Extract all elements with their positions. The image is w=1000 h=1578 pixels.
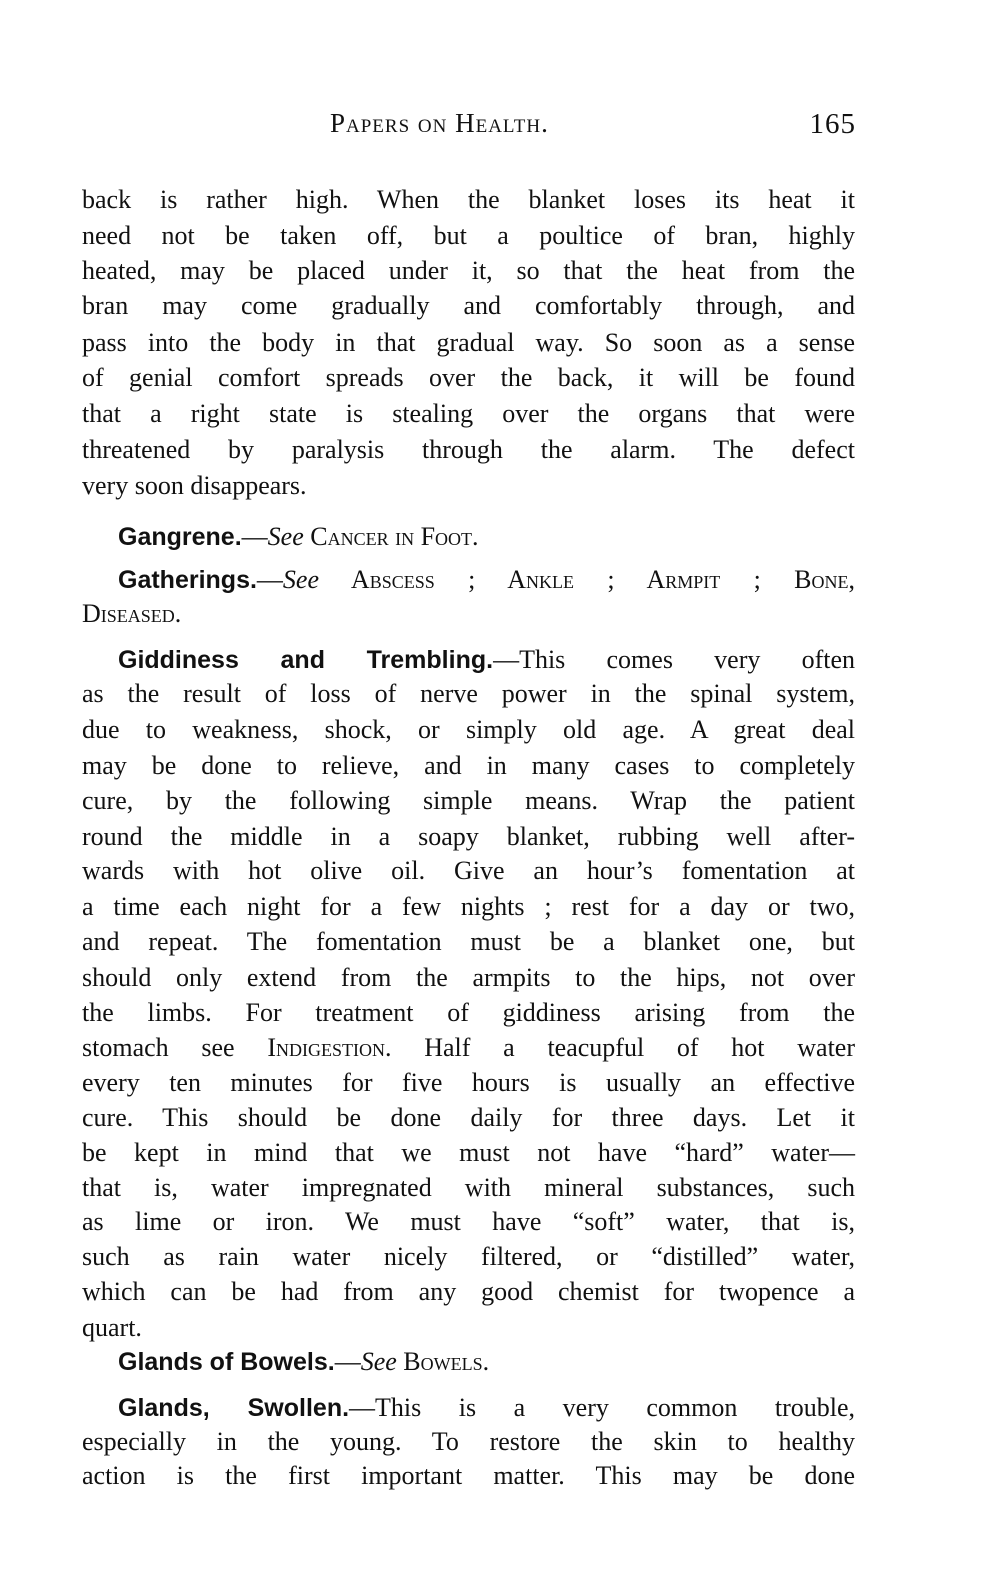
text-segment: of genial comfort spreads over the back, it will be found (82, 363, 855, 392)
text-line (82, 1239, 855, 1275)
entry-heading: Glands, Swollen. (118, 1394, 350, 1422)
entry-line (118, 1390, 855, 1426)
running-title: Papers on Health. (330, 108, 549, 138)
text-line (82, 1065, 855, 1101)
text-segment: every ten minutes for five hours is usually an effective (82, 1068, 855, 1097)
text-line (82, 783, 855, 819)
text-line (82, 712, 855, 748)
text-segment: as the result of loss of nerve power in the spinal system, (82, 679, 855, 708)
text-line (82, 1100, 855, 1136)
text-line (82, 1274, 855, 1310)
text-segment: See (360, 1347, 397, 1376)
cross-reference: Abscess ; Ankle ; Armpit ; Bone, (319, 565, 855, 594)
text-line (82, 1310, 855, 1346)
text-segment: threatened by paralysis through the alarm. The defect (82, 435, 855, 464)
text-segment: may be done to relieve, and in many cases to completely (82, 751, 855, 780)
text-line (82, 853, 855, 889)
text-line (82, 288, 855, 324)
cross-reference: Bowels. (396, 1347, 490, 1376)
text-line (82, 432, 855, 468)
text-segment: — (241, 522, 268, 551)
text-segment: need not be taken off, but a poultice of bran, highly (82, 221, 855, 250)
text-segment: be kept in mind that we must not have “hard” water— (82, 1138, 855, 1167)
text-segment: especially in the young. To restore the skin to healthy (82, 1427, 855, 1456)
text-line (82, 360, 855, 396)
text-line (82, 182, 855, 218)
text-segment: —This comes very often (493, 645, 856, 674)
text-segment: See (282, 565, 320, 594)
text-segment: a time each night for a few nights ; rest for a day or two, (82, 892, 855, 921)
text-segment: such as rain water nicely filtered, or “distilled” water, (82, 1242, 855, 1271)
text-segment: as lime or iron. We must have “soft” water, that is, (82, 1207, 855, 1236)
entry-heading: Gangrene. (118, 523, 242, 551)
text-segment: cure, by the following simple means. Wrap the patient (82, 786, 855, 815)
text-line (82, 596, 855, 632)
entry-heading: Glands of Bowels. (118, 1348, 335, 1376)
text-line (82, 1424, 855, 1460)
text-segment: bran may come gradually and comfortably through, and (82, 291, 855, 320)
text-line (82, 676, 855, 712)
text-segment: —This is a very common trouble, (349, 1393, 855, 1422)
text-line (82, 748, 855, 784)
text-segment: should only extend from the armpits to the hips, not over (82, 963, 855, 992)
entry-line (118, 642, 855, 678)
cross-reference: Diseased. (82, 599, 182, 628)
text-segment: which can be had from any good chemist for twopence a (82, 1277, 855, 1306)
text-segment: very soon disappears. (82, 471, 307, 500)
text-line (82, 325, 855, 361)
text-line (82, 396, 855, 432)
text-segment: cure. This should be done daily for three days. Let it (82, 1103, 855, 1132)
entry-line (118, 519, 855, 555)
text-segment: that is, water impregnated with mineral substances, such (82, 1173, 855, 1202)
text-line (82, 995, 855, 1031)
entry-line (118, 1344, 855, 1380)
text-line (82, 1030, 855, 1066)
text-segment: the limbs. For treatment of giddiness arising from the (82, 998, 855, 1027)
entry-line (118, 562, 855, 598)
text-segment: round the middle in a soapy blanket, rubbing well after- (82, 822, 855, 851)
text-segment: wards with hot olive oil. Give an hour’s fomentation at (82, 856, 855, 885)
text-segment: stomach see (82, 1033, 268, 1062)
text-segment: due to weakness, shock, or simply old age. A great deal (82, 715, 855, 744)
text-segment: — (256, 565, 283, 594)
text-segment: that a right state is stealing over the organs that were (82, 399, 855, 428)
cross-reference: Cancer in Foot. (303, 522, 479, 551)
page-number: 165 (809, 108, 856, 140)
text-segment: action is the first important matter. This may be done (82, 1461, 855, 1490)
text-line (82, 253, 855, 289)
text-line (82, 889, 855, 925)
text-line (82, 1458, 855, 1494)
text-segment: pass into the body in that gradual way. So soon as a sense (82, 328, 855, 357)
text-segment: heated, may be placed under it, so that the heat from the (82, 256, 855, 285)
text-segment: See (267, 522, 304, 551)
text-line (82, 1135, 855, 1171)
entry-heading: Gatherings. (118, 566, 257, 594)
text-line (82, 468, 855, 504)
text-line (82, 218, 855, 254)
cross-reference: Indigestion. (267, 1033, 392, 1062)
entry-heading: Giddiness and Trembling. (118, 646, 494, 674)
text-line (82, 960, 855, 996)
text-segment: back is rather high. When the blanket loses its heat it (82, 185, 855, 214)
text-line (82, 819, 855, 855)
text-line (82, 924, 855, 960)
text-segment: Half a teacupful of hot water (391, 1033, 855, 1062)
text-segment: quart. (82, 1313, 142, 1342)
text-line (82, 1170, 855, 1206)
text-segment: — (334, 1347, 361, 1376)
text-segment: and repeat. The fomentation must be a blanket one, but (82, 927, 855, 956)
text-line (82, 1204, 855, 1240)
